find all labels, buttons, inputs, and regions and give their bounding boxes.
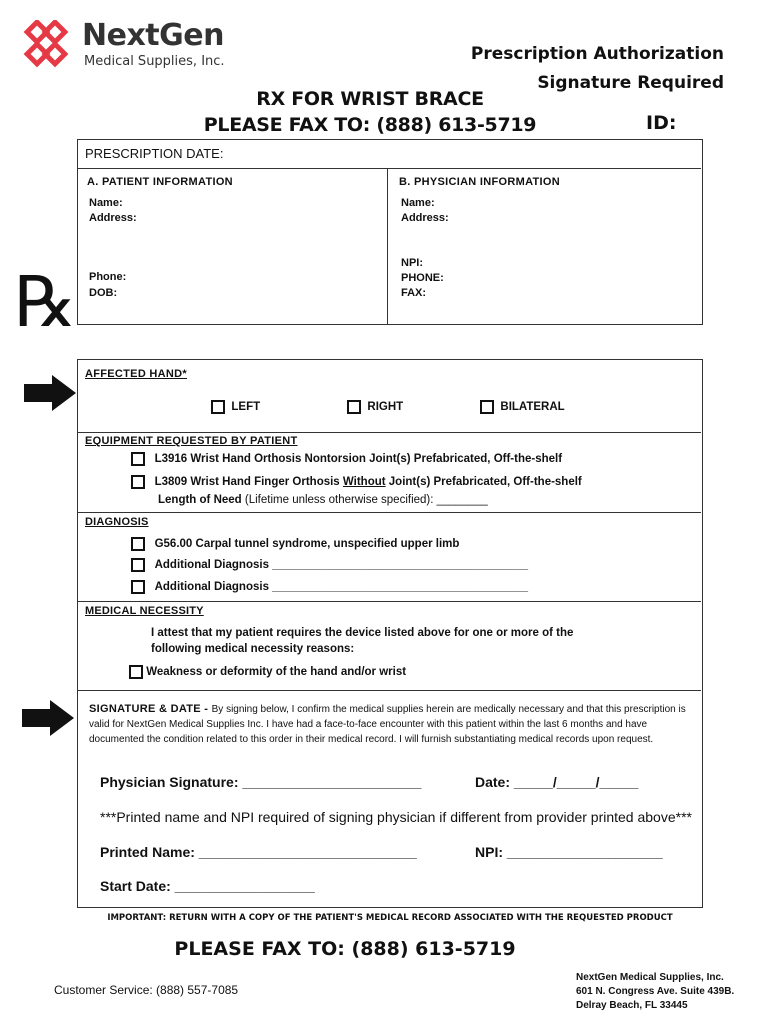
physician-phone-label: PHONE: <box>401 272 444 284</box>
company-logo <box>22 20 70 70</box>
physician-address-label: Address: <box>401 212 449 224</box>
info-box <box>77 139 703 325</box>
equipment-item-label: L3916 Wrist Hand Orthosis Nontorsion Joint(s) Prefabricated, Off-the-shelf <box>154 453 563 466</box>
rx-symbol: ℞ <box>14 261 77 343</box>
diagnosis-title: DIAGNOSIS <box>85 516 149 528</box>
attest-line-1: I attest that my patient requires the device listed above for one or more of the <box>151 627 574 639</box>
bilateral-label: BILATERAL <box>500 401 565 414</box>
form-title: RX FOR WRIST BRACE <box>256 88 484 110</box>
customer-service: Customer Service: (888) 557-7085 <box>54 983 239 997</box>
checkbox-left[interactable] <box>211 400 260 414</box>
checkbox-icon[interactable] <box>131 558 145 572</box>
patient-info-title: A. PATIENT INFORMATION <box>87 176 233 188</box>
address-line-1: NextGen Medical Supplies, Inc. <box>576 972 724 983</box>
important-note: IMPORTANT: RETURN WITH A COPY OF THE PATIENT'S MEDICAL RECORD ASSOCIATED WITH THE REQUESTED PRODUCT <box>107 913 673 923</box>
physician-name-label: Name: <box>401 197 435 209</box>
equipment-title: EQUIPMENT REQUESTED BY PATIENT <box>85 435 298 447</box>
fax-footer: PLEASE FAX TO: (888) 613-5719 <box>174 938 516 960</box>
signature-text: By signing below, I confirm the medical supplies herein are medically necessary and that this prescription is valid for NextGen Medical Supplies Inc. I have had a face-to-face encounter with this patient within the last 6 months and have documented the condition related to this order in their medical record. I will furnish substantiating medical records upon request. <box>89 704 686 745</box>
physician-info-title: B. PHYSICIAN INFORMATION <box>399 176 560 188</box>
signature-date-field[interactable]: Date: _____/_____/_____ <box>475 774 639 790</box>
checkbox-icon[interactable] <box>211 400 225 414</box>
physician-npi-label: NPI: <box>401 257 423 269</box>
prescription-date-label: PRESCRIPTION DATE: <box>85 146 224 161</box>
npi-field[interactable]: NPI: ____________________ <box>475 844 663 860</box>
checkbox-icon[interactable] <box>131 537 145 551</box>
patient-dob-label: DOB: <box>89 287 118 299</box>
checkbox-icon[interactable] <box>129 665 143 679</box>
diagnosis-item-label: Additional Diagnosis ________________________________________ <box>154 581 528 594</box>
equipment-item-l3809[interactable] <box>131 475 582 489</box>
patient-name-label: Name: <box>89 197 123 209</box>
signature-required: Signature Required <box>537 73 724 93</box>
attest-line-2: following medical necessity reasons: <box>151 643 355 655</box>
auth-title: Prescription Authorization <box>470 44 724 64</box>
checkbox-bilateral[interactable] <box>480 400 565 414</box>
company-address <box>576 971 734 1013</box>
printed-name-note: ***Printed name and NPI required of signing physician if different from provider printed above*** <box>100 809 692 825</box>
company-name: NextGen <box>82 18 224 53</box>
patient-address-label: Address: <box>89 212 137 224</box>
right-label: RIGHT <box>367 401 404 414</box>
signature-disclaimer <box>89 702 694 747</box>
checkbox-icon[interactable] <box>131 452 145 466</box>
length-of-need <box>158 494 488 506</box>
printed-name-field[interactable]: Printed Name: ____________________________ <box>100 844 417 860</box>
logo-mark-icon <box>22 20 70 70</box>
without-emphasis: Without <box>342 476 386 489</box>
address-line-3: Delray Beach, FL 33445 <box>576 1000 688 1011</box>
arrow-right-icon <box>24 375 76 416</box>
physician-fax-label: FAX: <box>401 287 427 299</box>
company-subtitle: Medical Supplies, Inc. <box>84 54 225 69</box>
diagnosis-item-additional-1[interactable] <box>131 558 528 572</box>
checkbox-right[interactable] <box>347 400 403 414</box>
signature-title: SIGNATURE & DATE - <box>89 703 212 715</box>
necessity-item-weakness[interactable] <box>129 665 406 679</box>
equipment-item-label: Joint(s) Prefabricated, Off-the-shelf <box>385 476 582 489</box>
lon-label: Length of Need <box>158 494 242 506</box>
medical-necessity-title: MEDICAL NECESSITY <box>85 605 204 617</box>
checkbox-icon[interactable] <box>480 400 494 414</box>
diagnosis-item-g56[interactable] <box>131 537 459 551</box>
necessity-item-label: Weakness or deformity of the hand and/or wrist <box>146 666 407 679</box>
physician-signature-field[interactable]: Physician Signature: _______________________ <box>100 774 422 790</box>
diagnosis-item-label: G56.00 Carpal tunnel syndrome, unspecified upper limb <box>154 538 460 551</box>
diagnosis-item-additional-2[interactable] <box>131 580 528 594</box>
id-label: ID: <box>646 112 677 134</box>
start-date-field[interactable]: Start Date: __________________ <box>100 878 315 894</box>
lon-rest: (Lifetime unless otherwise specified): ________ <box>241 494 488 506</box>
patient-phone-label: Phone: <box>89 271 127 283</box>
equipment-item-l3916[interactable] <box>131 452 562 466</box>
main-form-box <box>77 359 703 908</box>
address-line-2: 601 N. Congress Ave. Suite 439B. <box>576 986 735 997</box>
left-label: LEFT <box>231 401 261 414</box>
arrow-right-icon <box>22 700 74 741</box>
diagnosis-item-label: Additional Diagnosis ________________________________________ <box>154 559 528 572</box>
checkbox-icon[interactable] <box>347 400 361 414</box>
fax-header: PLEASE FAX TO: (888) 613-5719 <box>203 114 537 136</box>
checkbox-icon[interactable] <box>131 580 145 594</box>
checkbox-icon[interactable] <box>131 475 145 489</box>
affected-hand-title: AFFECTED HAND* <box>85 368 187 380</box>
equipment-item-label: L3809 Wrist Hand Finger Orthosis <box>154 476 343 489</box>
